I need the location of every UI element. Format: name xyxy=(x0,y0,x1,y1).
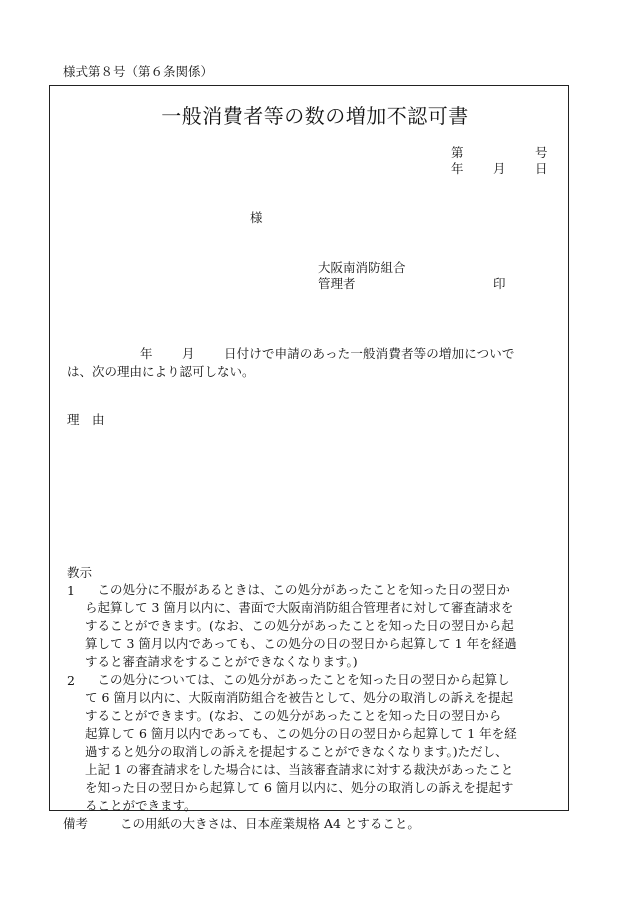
form-number-label: 様式第８号（第６条関係） xyxy=(63,64,214,79)
instruction-1-line: この処分に不服があるときは、この処分があったことを知った日の翌日か xyxy=(85,582,510,597)
instruction-2-line: この処分については、この処分があったことを知った日の翌日から起算し xyxy=(85,672,510,687)
instruction-2-text xyxy=(85,671,517,815)
issuer-organization: 大阪南消防組合 xyxy=(318,260,406,275)
body-line-2: は、次の理由により認可しない。 xyxy=(67,364,255,379)
remarks-label: 備考 xyxy=(63,816,89,831)
instruction-1-number: 1 xyxy=(67,583,75,598)
number-suffix: 号 xyxy=(535,145,548,160)
instruction-1-line: することができます。(なお、この処分があったことを知った日の翌日から起 xyxy=(85,618,514,633)
instruction-1-text xyxy=(85,581,517,671)
instruction-2-line: 起算して 6 箇月以内であっても、この処分の日の翌日から起算して 1 年を経 xyxy=(85,726,517,741)
issuer-role: 管理者 xyxy=(318,276,356,291)
instruction-1-line: 算して 3 箇月以内であっても、この処分の日の翌日から起算して 1 年を経過 xyxy=(85,636,517,651)
instruction-2-line: 上記 1 の審査請求をした場合には、当該審査請求に対する裁決があったこと xyxy=(85,762,514,777)
addressee-suffix: 様 xyxy=(250,210,263,225)
number-prefix: 第 xyxy=(451,145,464,160)
instruction-2-number: 2 xyxy=(67,673,75,688)
instruction-2-line: することができます。(なお、この処分があったことを知った日の翌日から xyxy=(85,708,502,723)
body-line-1: 日付けで申請のあった一般消費者等の増加についで xyxy=(224,346,515,361)
reason-label: 理 由 xyxy=(67,412,105,427)
body-month: 月 xyxy=(182,346,195,361)
date-day: 日 xyxy=(535,161,548,176)
instruction-2-line: て 6 箇月以内に、大阪南消防組合を被告として、処分の取消しの訴えを提起 xyxy=(85,690,514,705)
body-year: 年 xyxy=(140,346,153,361)
seal-mark: 印 xyxy=(493,276,506,291)
instruction-2-line: 過すると処分の取消しの訴えを提起することができなくなります。)ただし、 xyxy=(85,744,508,759)
instructions-heading: 教示 xyxy=(67,565,93,580)
document-title: 一般消費者等の数の増加不認可書 xyxy=(161,104,469,128)
date-month: 月 xyxy=(493,161,506,176)
instruction-2-line: ることができます。 xyxy=(85,798,197,813)
instruction-2-line: を知った日の翌日から起算して 6 箇月以内に、処分の取消しの訴えを提起す xyxy=(85,780,514,795)
remarks-text: この用紙の大きさは、日本産業規格 A4 とすること。 xyxy=(120,816,420,831)
instruction-1-line: すると審査請求をすることができなくなります。) xyxy=(85,654,358,669)
instruction-1-line: ら起算して 3 箇月以内に、書面で大阪南消防組合管理者に対して審査請求を xyxy=(85,600,514,615)
date-year: 年 xyxy=(451,161,464,176)
